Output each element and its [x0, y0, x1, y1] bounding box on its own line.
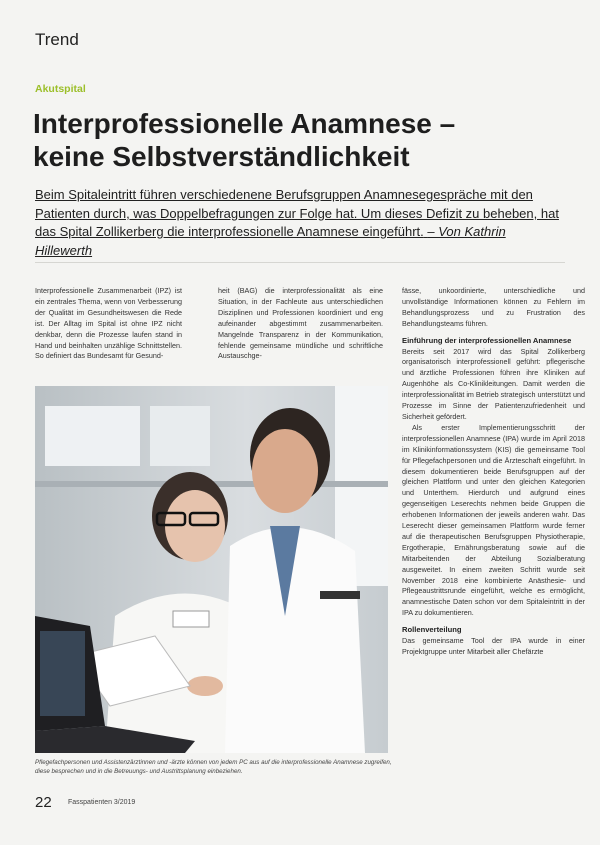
- author-byline: – Von Kathrin Hillewerth: [35, 224, 506, 258]
- subheading-introduction: Einführung der interprofessionellen Anamnese: [402, 335, 572, 345]
- article-title: [33, 107, 573, 173]
- lead-text: Beim Spitaleintritt führen verschiedenene Berufsgruppen Anamnesegespräche mit den Patienten durch, was Doppelbefragungen zur Folge hat. Um dieses Defizit zu beheben, hat das Spital Zollikerberg die interprofessionelle Anamnese eingeführt.: [35, 187, 559, 239]
- column-1-text: Interprofessionelle Zusammenarbeit (IPZ) ist ein zentrales Thema, wenn von Verbesserung der Qualität im Gesundheitswesen die Rede ist. Der Alltag im Spital ist ohne IPZ nicht denkbar, denn die Prozesse laufen stand in Hand und beinhalten unzählige Schnittstellen. So definiert das Bundesamt für Gesund-: [35, 286, 182, 361]
- column-3-paragraph-3: Das gemeinsame Tool der IPA wurde in einer Projektgruppe unter Mitarbeit aller Chefärzte: [402, 636, 585, 656]
- kicker: Akutspital: [35, 83, 86, 95]
- column-3-intro: fässe, unkoordinierte, unterschiedliche und unvollständige Informationen können zu Fehlern im Behandlungsprozess und zu Frustration des Behandlungsteams führen.: [402, 286, 585, 328]
- subheading-roles: Rollenverteilung: [402, 625, 462, 635]
- title-line-2: keine Selbstverständlichkeit: [33, 141, 410, 172]
- body-column-2: [218, 286, 383, 376]
- photo-caption: Pflegefachpersonen und Assistenzärztinnen und -ärzte können von jedem PC aus auf die interprofessionelle Anamnese zugreifen, diese besprechen und in die Betreuungs- und Austrittsplanung einbeziehen.: [35, 759, 392, 775]
- column-3-paragraph-2: Als erster Implementierungsschritt der interprofessionellen Anamnese (IPA) wurde im April 2018 im Klinikinformationssystem (KIS) die gemeinsame Tool für Pflegefachpersonen und die Ärzteschaft eingeführt. In diesem dokumentieren beide Berufsgruppen auf der gleichen Plattform und unter den gleichen Kategorien und Unterthem. Hierdurch und aufgrund eines gegenseitigen Leserechts nehmen beide Gruppen die erhobenen Informationen der jeweils anderen wahr. Das Leserecht dieser gemeinsamen Plattform wurde ferner auf die therapeutischen Berufsgruppen Physiotherapie, Ergotherapie, Ernährungsberatung sowie auf die Mitarbeitenden der Abteilung Sozialberatung ausgeweitet. In einem zweiten Schritt wurde seit November 2018 eine kombinierte Anästhesie- und Pflegeaustrittsrunde eingeführt, welche es ermöglicht, anamnestische Daten schon vor dem Spitaleintritt in der IPA zu dokumentieren.: [402, 422, 585, 618]
- column-2-text: heit (BAG) die interprofessionalität als eine Situation, in der Fachleute aus unterschiedlichen Disziplinen und Professionen koordiniert und eng aufeinander abgestimmt zusammenarbeiten. Mangelnde Transparenz in der Kommunikation, fehlende gemeinsame mündliche und schriftliche Austauschge-: [218, 286, 383, 361]
- article-photo: [35, 386, 388, 753]
- section-label: Trend: [35, 30, 79, 49]
- magazine-issue: Fasspatienten 3/2019: [68, 799, 136, 806]
- column-3-paragraph-1: Bereits seit 2017 wird das Spital Zollikerberg organisatorisch interprofessionell geführt: pflegerische und ärztliche Professionen führen ihre Kliniken auf Augenhöhe als Co-Klinikleitungen. Damit werden die interprofessionalität im Betrieb strategisch unterstützt und Prozesse im Sinne der Patientenzufriedenheit und Sicherheit gefördert.: [402, 346, 585, 421]
- body-column-3: [402, 286, 585, 806]
- divider: [35, 262, 565, 263]
- article-lead: [35, 186, 565, 260]
- photo-illustration: [35, 386, 388, 753]
- title-line-1: Interprofessionelle Anamnese –: [33, 108, 456, 139]
- page-number: 22: [35, 794, 52, 811]
- body-column-1: [35, 286, 182, 376]
